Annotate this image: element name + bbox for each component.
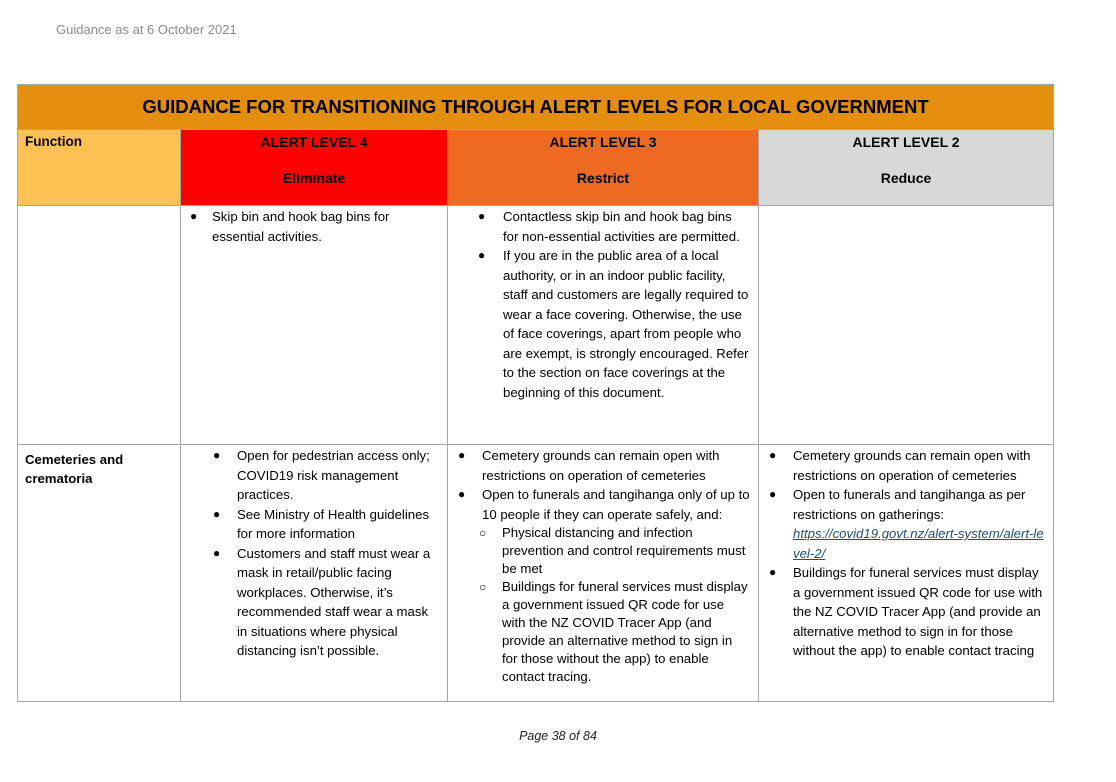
sub-list-item: ○ Physical distancing and infection prevention and control requirements must be met: [479, 525, 746, 576]
list-item: ● If you are in the public area of a local authority, or in an indoor public facility, staff and customers are legally required to wear a face covering. Otherwise, the use of face coverings, apart from people who are exempt, is strongly encouraged. Refer to the section on face coverings at the beginning of this document.: [478, 248, 749, 400]
page-number: Page 38 of 84: [519, 729, 597, 743]
list-item: ● Open to funerals and tangihanga as per restrictions on gatherings: https://covid19.govt.nz/alert-system/alert-level-2/: [769, 487, 1044, 561]
header-alert-level-4: [181, 130, 448, 206]
table-title: GUIDANCE FOR TRANSITIONING THROUGH ALERT LEVELS FOR LOCAL GOVERNMENT: [18, 85, 1054, 130]
list-item: ● Buildings for funeral services must display a government issued QR code for use with the NZ COVID Tracer App (and provide an alternative method to sign in for those without the app) to enable contact tracing: [769, 565, 1043, 658]
header-alert-level-2: [759, 130, 1054, 206]
sub-list-item: ○ Buildings for funeral services must display a government issued QR code for use with the NZ COVID Tracer App (and provide an alternative method to sign in for those without the app) to enable contact tracing.: [479, 579, 748, 684]
list-item: ● Contactless skip bin and hook bag bins for non-essential activities are permitted.: [478, 209, 740, 244]
header-alert-level-3: [448, 130, 759, 206]
header-level3-sub: Restrict: [576, 170, 630, 186]
header-level4-name: ALERT LEVEL 4: [260, 134, 368, 150]
list-item: ● Open to funerals and tangihanga only of up to 10 people if they can operate safely, and:: [458, 487, 750, 522]
table-row: [18, 445, 1054, 702]
row-level2-cell: [759, 445, 1054, 702]
list-item: ● Open for pedestrian access only; COVID19 risk management practices.: [213, 448, 430, 502]
list-item: ● Customers and staff must wear a mask in retail/public facing workplaces. Otherwise, it’s recommended staff wear a mask in situations where physical distancing isn’t possible.: [213, 545, 431, 658]
header-level2-name: ALERT LEVEL 2: [852, 134, 960, 150]
list-item: ● Cemetery grounds can remain open with restrictions on operation of cemeteries: [458, 448, 720, 483]
header-level4-sub: Eliminate: [282, 170, 346, 186]
header-note: Guidance as at 6 October 2021: [56, 22, 237, 37]
header-level2-sub: Reduce: [880, 170, 932, 186]
header-level3-name: ALERT LEVEL 3: [549, 134, 657, 150]
guidance-table: [17, 84, 1054, 702]
header-function: Function: [18, 130, 181, 206]
alert-level-2-link[interactable]: https://covid19.govt.nz/alert-system/alert-level-2/: [793, 526, 1044, 561]
row-level3-cell: [448, 206, 759, 445]
list-item: ● See Ministry of Health guidelines for more information: [213, 506, 430, 541]
list-item: ● Skip bin and hook bag bins for essential activities.: [190, 209, 390, 244]
row-level4-cell: [181, 206, 448, 445]
row-function: [18, 206, 181, 445]
row-function: Cemeteries and crematoria: [18, 445, 181, 702]
list-item: ● Cemetery grounds can remain open with restrictions on operation of cemeteries: [769, 448, 1031, 483]
table-row: [18, 206, 1054, 445]
row-level4-cell: [181, 445, 448, 702]
row-level3-cell: [448, 445, 759, 702]
row-level2-cell: [759, 206, 1054, 445]
